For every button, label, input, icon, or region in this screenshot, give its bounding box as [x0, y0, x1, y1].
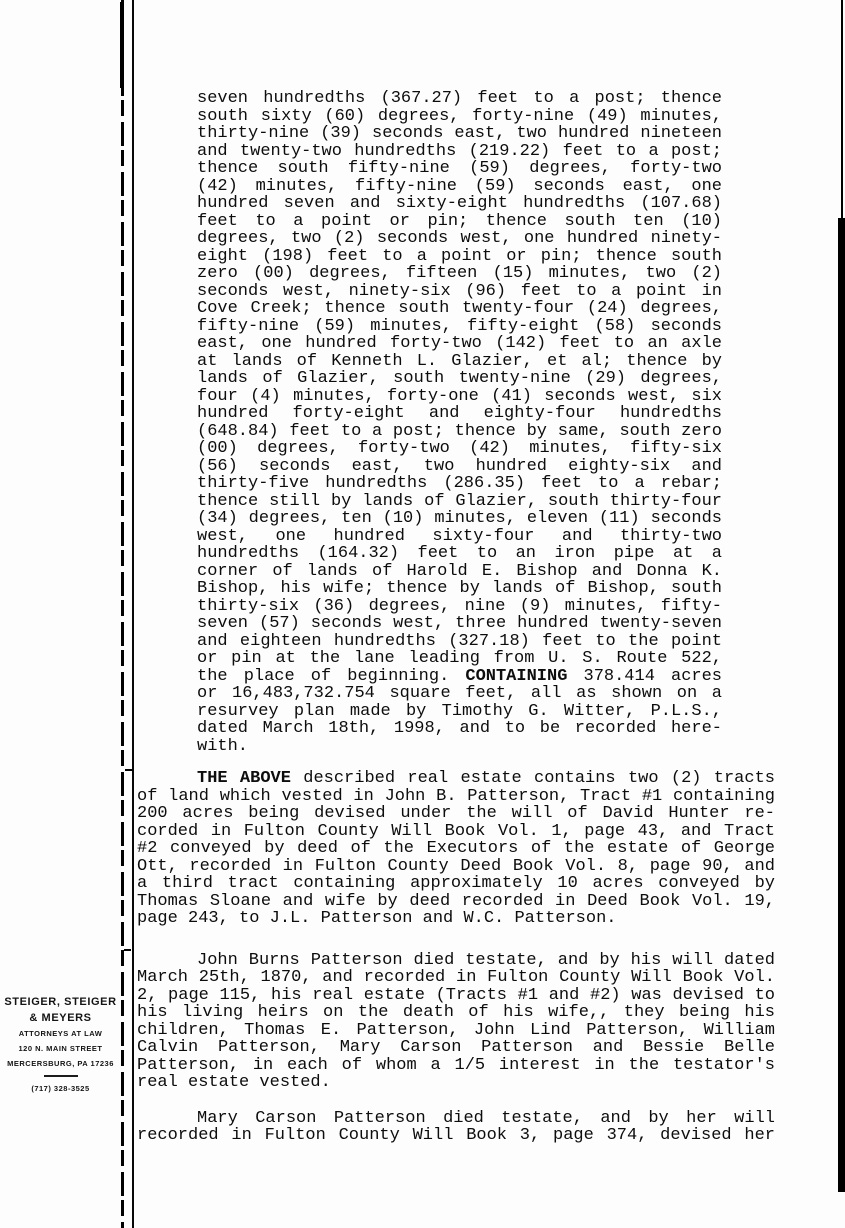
text-line: seconds west, ninety-six (96) feet to a point in: [197, 281, 722, 301]
text-line: page 243, to J.L. Patterson and W.C. Patterson.: [137, 909, 617, 928]
text-line: fifty-nine (59) minutes, fifty-eight (58) seconds: [197, 316, 722, 336]
document-body: [137, 90, 775, 1145]
scan-edge-band: [838, 218, 845, 1192]
text-line: Bishop, his wife; thence by lands of Bishop, south: [197, 579, 722, 598]
text-line: recorded in Fulton County Will Book 3, page 374, devised her: [137, 1126, 775, 1145]
firm-address-street: 120 N. MAIN STREET: [18, 1044, 103, 1053]
legal-description-block: [197, 90, 722, 755]
text-line: lands of Glazier, south twenty-nine (29) degrees,: [197, 369, 722, 388]
pleading-rule-inner: [132, 0, 134, 1228]
firm-phone: (717) 328-3525: [31, 1084, 90, 1093]
stamp-divider: [44, 1075, 78, 1077]
paragraph-the-above: [137, 770, 775, 928]
text-line: south sixty (60) degrees, forty-nine (49) minutes,: [197, 106, 722, 126]
text-line: his living heirs on the death of his wife,, they being his: [137, 1003, 775, 1022]
text-line: thence south fifty-nine (59) degrees, forty-two: [197, 159, 722, 178]
scan-artifact: [125, 769, 133, 771]
firm-name-line1: STEIGER, STEIGER: [4, 996, 117, 1008]
text-line: hundredths (164.32) feet to an iron pipe at a: [197, 544, 722, 563]
text-line: east, one hundred forty-two (142) feet to an axle: [197, 334, 722, 353]
text-line: of land which vested in John B. Patterson, Tract #1 containing: [137, 786, 775, 806]
text-line: real estate vested.: [137, 1073, 331, 1092]
text-line: children, Thomas E. Patterson, John Lind Patterson, William: [137, 1020, 775, 1040]
text-line: (648.84) feet to a post; thence by same, south zero: [197, 421, 722, 441]
pleading-rule-outer: [121, 0, 124, 1228]
firm-address-city: MERCERSBURG, PA 17236: [7, 1059, 114, 1068]
text-line: with.: [197, 736, 249, 756]
text-line: west, one hundred sixty-four and thirty-two: [197, 526, 722, 546]
text-line: hundred forty-eight and eighty-four hundredths: [197, 404, 722, 423]
firm-tagline: ATTORNEYS AT LAW: [18, 1029, 103, 1038]
text-line: feet to a point or pin; thence south ten (10): [197, 211, 722, 231]
text-line: (56) seconds east, two hundred eighty-six and: [197, 456, 722, 476]
text-line: seven (57) seconds west, three hundred twenty-seven: [197, 614, 722, 633]
text-line: a third tract containing approximately 10 acres conveyed by: [137, 874, 775, 893]
text-line: thirty-six (36) degrees, nine (9) minutes, fifty-: [197, 596, 722, 616]
text-line: Cove Creek; thence south twenty-four (24) degrees,: [197, 299, 722, 318]
text-line: Patterson, in each of whom a 1/5 interest in the testator's: [137, 1055, 775, 1075]
text-line: (00) degrees, forty-two (42) minutes, fifty-six: [197, 439, 722, 458]
paragraph-mary-carson-patterson: [137, 1110, 775, 1145]
text-line: four (4) minutes, forty-one (41) seconds west, six: [197, 386, 722, 406]
text-line: and twenty-two hundredths (219.22) feet to a post;: [197, 141, 722, 161]
text-line: Mary Carson Patterson died testate, and by her will: [197, 1108, 775, 1128]
text-line: at lands of Kenneth L. Glazier, et al; thence by: [197, 351, 722, 371]
text-line: Ott, recorded in Fulton County Deed Book Vol. 8, page 90, and: [137, 856, 775, 876]
text-line: zero (00) degrees, fifteen (15) minutes, two (2): [197, 264, 722, 283]
text-line: March 25th, 1870, and recorded in Fulton County Will Book Vol.: [137, 968, 775, 987]
text-line: 200 acres being devised under the will of David Hunter re-: [137, 804, 775, 823]
text-line: 2, page 115, his real estate (Tracts #1 and #2) was devised to: [137, 985, 775, 1005]
text-line: Calvin Patterson, Mary Carson Patterson and Bessie Belle: [137, 1038, 775, 1057]
text-line: the place of beginning. CONTAINING 378.414 acres: [197, 666, 722, 686]
text-line: corded in Fulton County Will Book Vol. 1, page 43, and Tract: [137, 821, 775, 841]
text-line: Thomas Sloane and wife by deed recorded in Deed Book Vol. 19,: [137, 891, 775, 911]
text-line: hundred seven and sixty-eight hundredths (107.68): [197, 194, 722, 213]
text-line: (34) degrees, ten (10) minutes, eleven (11) seconds: [197, 509, 722, 528]
scan-edge-band-top: [841, 0, 843, 218]
scan-artifact: [124, 949, 131, 951]
text-line: eight (198) feet to a point or pin; thence south: [197, 246, 722, 266]
firm-name-line2: & MEYERS: [29, 1012, 92, 1024]
paragraph-john-burns-patterson: [137, 952, 775, 1092]
text-line: or 16,483,732.754 square feet, all as shown on a: [197, 684, 722, 703]
text-line: seven hundredths (367.27) feet to a post; thence: [197, 89, 722, 108]
text-line: resurvey plan made by Timothy G. Witter, P.L.S.,: [197, 701, 722, 721]
text-line: or pin at the lane leading from U. S. Route 522,: [197, 649, 722, 668]
text-line: thence still by lands of Glazier, south thirty-four: [197, 491, 722, 511]
text-line: #2 conveyed by deed of the Executors of the estate of George: [137, 839, 775, 858]
text-line: dated March 18th, 1998, and to be recorded here-: [197, 719, 722, 738]
text-line: corner of lands of Harold E. Bishop and Donna K.: [197, 561, 722, 581]
text-line: John Burns Patterson died testate, and by his will dated: [197, 950, 775, 970]
text-line: and eighteen hundredths (327.18) feet to the point: [197, 631, 722, 651]
text-line: (42) minutes, fifty-nine (59) seconds east, one: [197, 176, 722, 196]
pleading-rule-outer-cap: [120, 2, 124, 88]
text-line: degrees, two (2) seconds west, one hundred ninety-: [197, 229, 722, 248]
text-line: THE ABOVE described real estate contains two (2) tracts: [197, 769, 775, 788]
text-line: thirty-five hundredths (286.35) feet to a rebar;: [197, 474, 722, 493]
law-firm-stamp: [0, 994, 121, 1093]
text-line: thirty-nine (39) seconds east, two hundred nineteen: [197, 124, 722, 143]
